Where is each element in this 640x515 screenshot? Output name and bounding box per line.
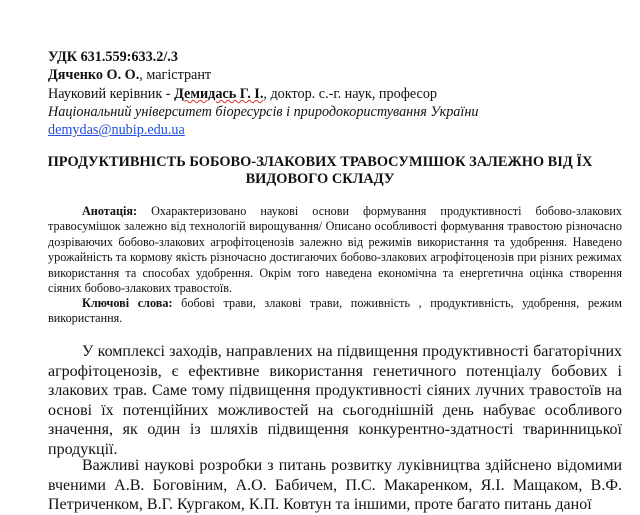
author-line	[48, 66, 628, 84]
supervisor-name: Демидась Г. І.	[174, 86, 264, 102]
abstract-text: Охарактеризовано наукові основи формування продуктивності бобово-злакових травосумішок залежно від технологій вирощування/ Описано особливості формування травостою різночасно дозріваючих бобово-злакових агрофітоценозів залежно від режимів використання та удобрення. Наведено урожайність та кормову якість різночасно достигаючих бобово-злакових агрофітоценозів при різних режимах використання та способах удобрення. Окрім того наведена економічна та енергетична оцінка створення сіяних бобово-злакових травостоїв.	[48, 204, 622, 296]
keywords-label: Ключові слова:	[82, 296, 173, 310]
abstract	[48, 204, 622, 296]
keywords-text: бобові трави, злакові трави, поживність , продуктивність, удобрення, режим використання.	[48, 296, 622, 326]
body-paragraph-1: У комплексі заходів, направлених на підвищення продуктивності багаторічних агрофітоценозів, є ефективне використання генетичного потенціалу бобових і злакових трав. Саме тому підвищення продуктивності сіяних лучних травостоїв на основі їх потенційних можливостей на сьогоднішній день набуває особливого значення, як один із шляхів підвищення конкурентно-здатності тваринницької продукції.	[48, 343, 622, 458]
email-link[interactable]: demydas@nubip.edu.ua	[48, 122, 185, 138]
author-role: , магістрант	[139, 67, 212, 83]
paper-title: ПРОДУКТИВНІСТЬ БОБОВО-ЗЛАКОВИХ ТРАВОСУМІШОК ЗАЛЕЖНО ВІД ЇХ ВИДОВОГО СКЛАДУ	[47, 154, 593, 187]
author-name: Дяченко О. О.	[48, 67, 140, 83]
abstract-label: Анотація:	[82, 204, 138, 218]
supervisor-line	[48, 85, 628, 103]
udk-code: УДК 631.559:633.2/.3	[48, 49, 178, 65]
supervisor-degree: , доктор. с.-г. наук, професор	[263, 86, 438, 102]
supervisor-prefix: Науковий керівник -	[48, 86, 175, 102]
institution: Національний університет біоресурсів і природокористування України	[48, 104, 479, 120]
keywords	[48, 296, 622, 327]
body-paragraph-2: Важливі наукові розробки з питань розвитку луківництва здійснено відомими вченими А.В. Боговіним, А.О. Бабичем, П.С. Макаренком, Я.І. Мащаком, В.Ф. Петриченком, В.Г. Кургаком, К.П. Ковтун та іншими, проте багато питань даної	[48, 457, 622, 514]
